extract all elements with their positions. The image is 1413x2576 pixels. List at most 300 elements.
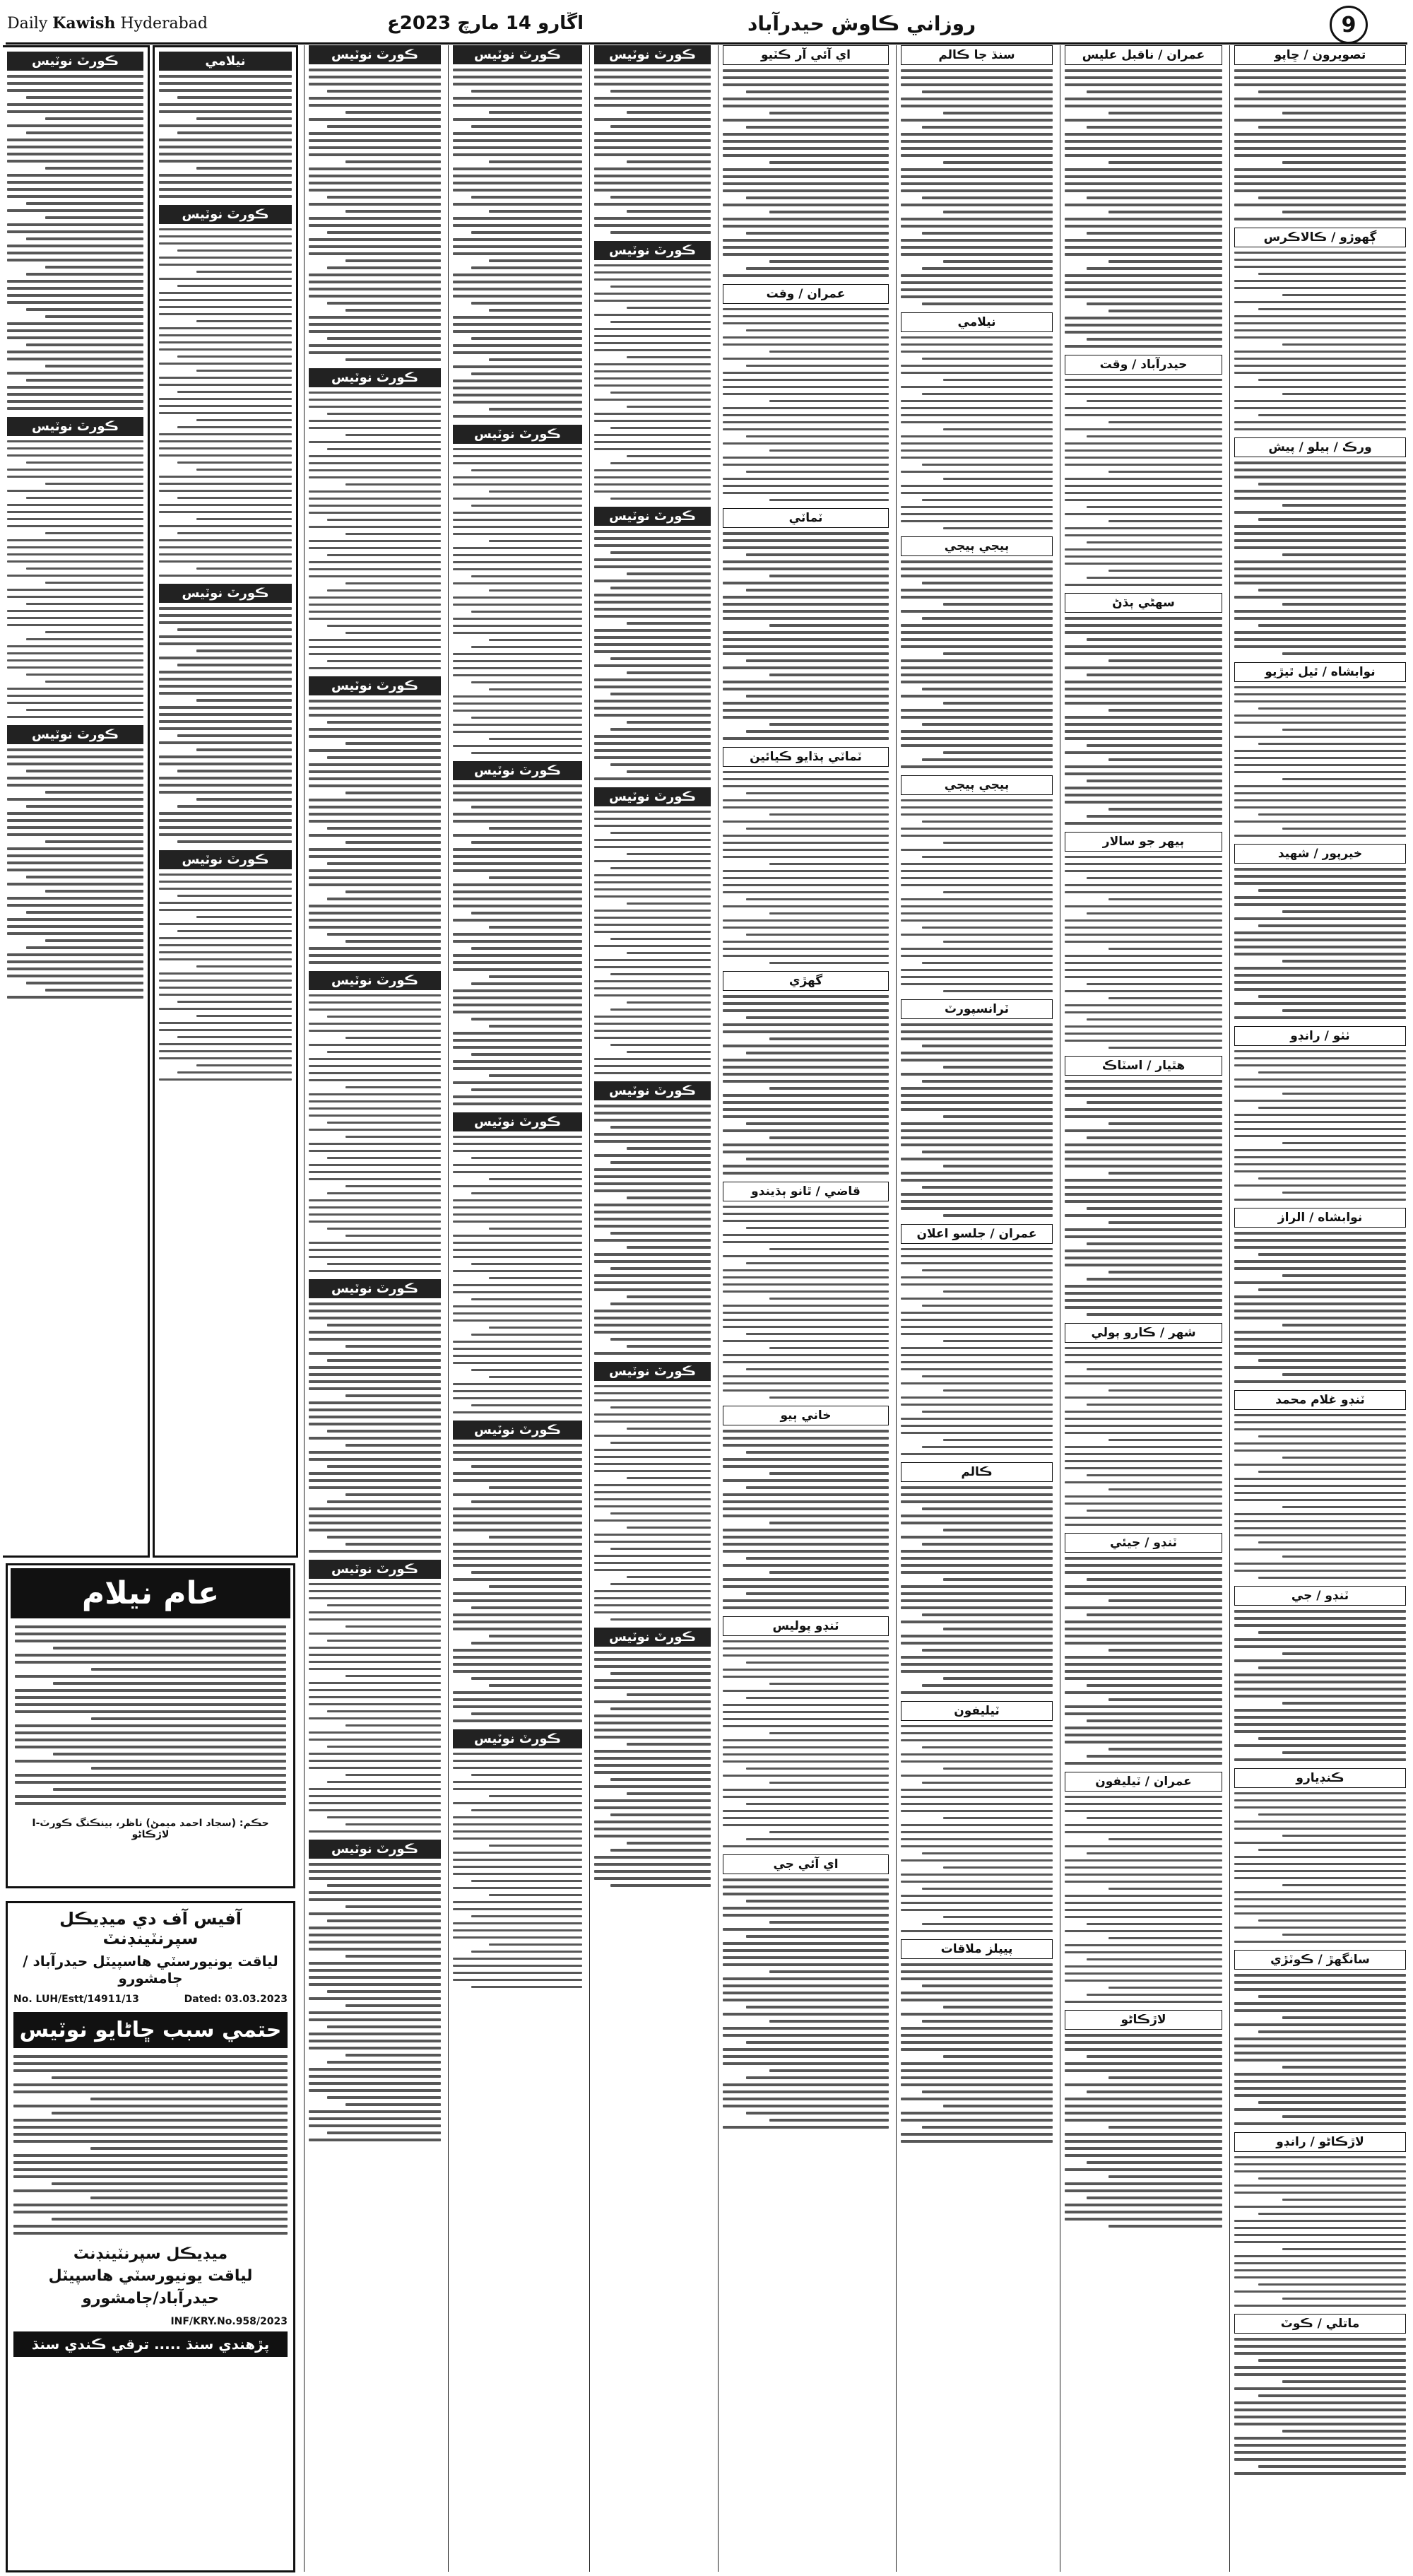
text-line <box>627 770 711 773</box>
text-line <box>345 742 441 745</box>
signature-line: لياقت يونيورسٽي هاسپيٽل <box>48 2267 253 2286</box>
text-line <box>723 1023 889 1026</box>
text-line <box>1234 757 1406 760</box>
text-line <box>177 770 292 772</box>
text-line <box>943 990 1053 993</box>
text-line <box>1234 1681 1406 1683</box>
text-line <box>943 2006 1053 2009</box>
notice-heading: ڪورٽ نوٽيس <box>453 761 582 780</box>
text-line <box>723 778 889 781</box>
text-line <box>471 1500 582 1503</box>
text-line <box>627 1051 711 1054</box>
text-line <box>769 400 889 403</box>
text-line <box>1065 1481 1222 1484</box>
text-line <box>489 210 582 213</box>
text-line <box>7 454 143 457</box>
text-line <box>15 1675 286 1678</box>
text-line <box>327 589 441 592</box>
text-line <box>1234 750 1406 753</box>
text-line <box>1065 1165 1222 1168</box>
text-line <box>746 2112 889 2115</box>
text-line <box>723 105 889 107</box>
text-line <box>723 1165 889 1168</box>
text-line <box>1065 1502 1222 1505</box>
text-line <box>309 351 441 354</box>
text-line <box>1234 953 1406 955</box>
text-line <box>723 1009 889 1012</box>
text-line <box>627 1576 711 1579</box>
text-line <box>453 1691 582 1694</box>
text-line <box>901 2041 1053 2044</box>
text-line <box>159 972 292 975</box>
text-line <box>1234 2052 1406 2054</box>
text-line <box>159 433 292 436</box>
text-line <box>901 1418 1053 1421</box>
text-line <box>453 1164 582 1167</box>
text-line <box>1065 702 1222 705</box>
text-line <box>309 1058 441 1061</box>
text-line <box>7 953 143 956</box>
text-line <box>7 287 143 290</box>
text-line <box>723 1129 889 1132</box>
text-line <box>159 334 292 337</box>
text-line <box>1065 1796 1222 1799</box>
text-line <box>901 1564 1053 1567</box>
text-line <box>610 392 711 394</box>
text-line <box>1065 1691 1222 1694</box>
text-line <box>594 686 711 688</box>
text-line <box>1234 1638 1406 1641</box>
text-line <box>627 210 711 213</box>
text-line <box>159 1029 292 1032</box>
text-line <box>1234 1345 1406 1348</box>
text-line <box>610 657 711 660</box>
text-line <box>159 1043 292 1046</box>
text-line <box>159 299 292 302</box>
text-line <box>1108 2126 1222 2129</box>
text-line <box>453 1256 582 1259</box>
text-line <box>723 414 889 417</box>
text-line <box>901 813 1053 816</box>
text-line <box>1065 442 1222 445</box>
text-line <box>1065 1264 1222 1266</box>
text-line <box>159 902 292 905</box>
notice-body <box>723 1206 889 1399</box>
text-line <box>594 839 711 842</box>
notice-block <box>901 1939 1053 2143</box>
text-line <box>453 618 582 621</box>
text-line <box>7 659 143 662</box>
text-line <box>723 1213 889 1216</box>
text-line <box>309 770 441 773</box>
text-line <box>1234 76 1406 79</box>
text-line <box>901 1158 1053 1160</box>
notice-body <box>309 69 441 361</box>
text-line <box>1065 492 1222 495</box>
text-line <box>471 841 582 844</box>
text-line <box>309 295 441 298</box>
text-line <box>453 653 582 656</box>
text-line <box>309 763 441 766</box>
text-line <box>1065 801 1222 804</box>
text-line <box>723 1907 889 1910</box>
notice-heading: عمران / ناقبل عليس <box>1065 45 1222 65</box>
notice-block <box>453 45 582 418</box>
text-line <box>723 1647 889 1650</box>
text-line <box>1234 2009 1406 2012</box>
text-line <box>453 674 582 677</box>
text-line <box>922 1507 1053 1510</box>
text-line <box>309 1611 441 1614</box>
text-line <box>13 2083 288 2086</box>
text-line <box>723 1789 889 1792</box>
text-line <box>453 1390 582 1393</box>
text-line <box>1282 1142 1406 1145</box>
text-line <box>453 905 582 907</box>
text-line <box>1108 2225 1222 2228</box>
notice-heading: پيپلز ملاقات <box>901 1939 1053 1959</box>
text-line <box>90 2196 288 2199</box>
notice-block <box>723 1182 889 1399</box>
text-line <box>1258 1359 1406 1362</box>
text-line <box>1065 168 1222 171</box>
text-line <box>594 825 711 828</box>
text-line <box>723 737 889 740</box>
text-line <box>901 435 1053 438</box>
text-line <box>901 596 1053 599</box>
text-line <box>471 1915 582 1918</box>
text-line <box>1065 1418 1222 1421</box>
text-line <box>1234 301 1406 304</box>
text-line <box>594 1037 711 1040</box>
text-line <box>309 1472 441 1475</box>
text-line <box>453 1472 582 1475</box>
notice-body <box>309 1583 441 1833</box>
text-line <box>1234 1905 1406 1908</box>
text-line <box>1234 1184 1406 1187</box>
text-line <box>489 1327 582 1329</box>
text-line <box>594 1729 711 1731</box>
text-line <box>309 806 441 808</box>
text-line <box>309 1065 441 1068</box>
text-line <box>7 763 143 765</box>
text-line <box>901 1101 1053 1104</box>
text-line <box>1065 534 1222 537</box>
text-line <box>723 2013 889 2016</box>
text-line <box>327 125 441 128</box>
text-line <box>1234 525 1406 528</box>
text-line <box>901 182 1053 185</box>
text-line <box>769 674 889 676</box>
text-line <box>453 97 582 100</box>
text-line <box>901 2034 1053 2037</box>
text-line <box>196 567 292 570</box>
text-line <box>7 230 143 233</box>
text-line <box>453 1383 582 1386</box>
text-line <box>1234 2387 1406 2390</box>
text-line <box>7 511 143 514</box>
text-line <box>453 989 582 992</box>
text-line <box>1234 686 1406 689</box>
text-line <box>7 386 143 389</box>
text-line <box>7 624 143 627</box>
text-line <box>901 1382 1053 1385</box>
text-line <box>327 2096 441 2099</box>
text-line <box>901 1052 1053 1054</box>
text-line <box>471 302 582 305</box>
notice-body <box>723 69 889 277</box>
text-line <box>471 125 582 128</box>
text-line <box>943 1066 1053 1069</box>
text-line <box>723 1045 889 1047</box>
text-line <box>723 666 889 669</box>
text-line <box>901 799 1053 802</box>
text-line <box>1065 76 1222 79</box>
text-line <box>489 1635 582 1637</box>
text-line <box>1065 927 1222 929</box>
text-line <box>159 944 292 947</box>
masthead <box>6 4 1407 45</box>
text-line <box>1108 112 1222 114</box>
text-line <box>1087 1474 1222 1477</box>
text-line <box>723 1326 889 1329</box>
text-line <box>594 1456 711 1459</box>
text-line <box>723 147 889 150</box>
text-line <box>1282 1934 1406 1936</box>
notice-heading: ڪورٽ نوٽيس <box>594 45 711 64</box>
text-line <box>159 257 292 259</box>
text-line <box>453 1613 582 1616</box>
text-line <box>901 1276 1053 1279</box>
text-line <box>1065 1895 1222 1898</box>
text-line <box>610 231 711 234</box>
text-line <box>1258 624 1406 627</box>
text-line <box>1087 302 1222 305</box>
notice-body <box>309 1863 441 2141</box>
text-line <box>7 110 143 113</box>
text-line <box>453 1249 582 1252</box>
text-line <box>453 1816 582 1819</box>
text-line <box>594 594 711 596</box>
text-line <box>901 1136 1053 1139</box>
notice-block <box>1234 1390 1406 1580</box>
text-line <box>309 462 441 465</box>
text-line <box>159 881 292 883</box>
text-line <box>594 1750 711 1753</box>
text-line <box>1065 1628 1222 1630</box>
text-line <box>309 1199 441 1202</box>
text-line <box>723 218 889 220</box>
notice-block <box>1065 1533 1222 1765</box>
text-line <box>309 1731 441 1734</box>
text-line <box>901 1193 1053 1196</box>
text-line <box>1087 1207 1222 1210</box>
text-line <box>453 1859 582 1862</box>
text-line <box>345 1625 441 1628</box>
notice-block <box>1234 662 1406 837</box>
text-line <box>327 231 441 234</box>
text-line <box>7 645 143 648</box>
text-line <box>901 1030 1053 1033</box>
text-line <box>1258 1471 1406 1474</box>
text-line <box>1087 338 1222 341</box>
text-line <box>901 835 1053 837</box>
text-line <box>159 440 292 443</box>
text-line <box>7 826 143 829</box>
text-line <box>15 1781 286 1784</box>
text-line <box>901 1970 1053 1973</box>
text-line <box>746 1262 889 1265</box>
text-line <box>345 1185 441 1188</box>
text-line <box>1234 372 1406 375</box>
text-line <box>594 146 711 149</box>
text-line <box>453 1411 582 1414</box>
text-line <box>901 1824 1053 1827</box>
text-line <box>627 1345 711 1348</box>
text-line <box>309 1976 441 1979</box>
text-line <box>1108 1748 1222 1751</box>
text-line <box>723 799 889 802</box>
text-line <box>627 1295 711 1298</box>
text-line <box>309 1366 441 1369</box>
text-line <box>1234 1570 1406 1572</box>
text-line <box>943 260 1053 263</box>
text-line <box>159 139 292 141</box>
text-line <box>471 1369 582 1372</box>
text-line <box>1234 2345 1406 2348</box>
text-line <box>1108 1698 1222 1701</box>
text-line <box>901 1909 1053 1912</box>
text-line <box>1065 681 1222 683</box>
text-line <box>309 1934 441 1936</box>
notice-heading: قاضي / ٿانو ٻڌيندو <box>723 1182 889 1201</box>
text-line <box>1234 2262 1406 2265</box>
text-line <box>15 1633 286 1635</box>
text-line <box>901 69 1053 72</box>
text-line <box>453 462 582 465</box>
text-line <box>901 1248 1053 1251</box>
text-line <box>159 153 292 155</box>
text-line <box>1258 1541 1406 1544</box>
text-line <box>723 849 889 852</box>
text-line <box>1087 1404 1222 1406</box>
text-line <box>594 1665 711 1668</box>
text-line <box>901 513 1053 516</box>
text-line <box>901 449 1053 452</box>
text-line <box>327 721 441 724</box>
text-line <box>922 196 1053 199</box>
text-line <box>453 1550 582 1553</box>
text-line <box>1065 1179 1222 1182</box>
text-line <box>1234 939 1406 941</box>
text-line <box>1065 2034 1222 2037</box>
text-line <box>7 336 143 339</box>
text-line <box>1234 2416 1406 2418</box>
text-line <box>177 461 292 464</box>
text-line <box>1108 421 1222 424</box>
notice-heading: ڪورٽ نوٽيس <box>594 1362 711 1381</box>
text-line <box>723 631 889 634</box>
notice-heading: سانگهڙ / ڪوٽڙي <box>1234 1950 1406 1970</box>
notice-heading: ٻيهر جو سالار <box>1065 832 1222 852</box>
text-line <box>1065 1040 1222 1042</box>
text-line <box>922 1782 1053 1784</box>
text-line <box>1065 281 1222 284</box>
notice-heading: ٺٺو / رانڊو <box>1234 1026 1406 1046</box>
text-line <box>901 520 1053 523</box>
text-line <box>453 1284 582 1287</box>
text-line <box>1234 1877 1406 1880</box>
text-line <box>594 811 711 813</box>
text-line <box>610 1126 711 1129</box>
text-line <box>7 869 143 871</box>
text-line <box>345 1345 441 1348</box>
text-line <box>723 688 889 690</box>
text-line <box>177 249 292 252</box>
text-line <box>1234 175 1406 178</box>
text-line <box>1234 2170 1406 2173</box>
text-line <box>196 419 292 422</box>
text-line <box>922 1269 1053 1272</box>
text-line <box>489 926 582 929</box>
text-line <box>1065 2083 1222 2086</box>
text-line <box>453 799 582 801</box>
text-line <box>627 406 711 408</box>
text-line <box>13 2232 288 2235</box>
text-line <box>309 1717 441 1720</box>
text-line <box>453 792 582 794</box>
text-line <box>159 1008 292 1011</box>
text-line <box>26 131 143 134</box>
text-line <box>1234 1870 1406 1873</box>
text-line <box>345 434 441 437</box>
text-line <box>453 1621 582 1623</box>
text-line <box>26 770 143 772</box>
text-line <box>1234 1610 1406 1613</box>
text-line <box>1282 1835 1406 1837</box>
text-line <box>594 278 711 281</box>
text-line <box>723 955 889 958</box>
text-line <box>594 203 711 206</box>
text-line <box>1234 2045 1406 2047</box>
text-line <box>723 681 889 683</box>
text-line <box>723 532 889 535</box>
text-line <box>1234 806 1406 809</box>
text-line <box>1282 2115 1406 2118</box>
text-line <box>594 483 711 486</box>
text-line <box>723 204 889 206</box>
text-line <box>1087 90 1222 93</box>
text-line <box>746 1368 889 1371</box>
text-line <box>594 1785 711 1788</box>
text-line <box>901 681 1053 683</box>
text-line <box>471 372 582 375</box>
text-line <box>196 965 292 968</box>
text-line <box>594 335 711 338</box>
text-line <box>1108 948 1222 951</box>
text-line <box>594 1065 711 1068</box>
text-line <box>594 1189 711 1192</box>
text-line <box>453 1972 582 1975</box>
text-line <box>159 642 292 645</box>
text-line <box>45 939 143 942</box>
text-line <box>943 161 1053 164</box>
text-line <box>610 1267 711 1270</box>
text-line <box>627 1693 711 1696</box>
text-line <box>159 174 292 177</box>
text-line <box>1065 1965 1222 1968</box>
text-line <box>723 2034 889 2037</box>
